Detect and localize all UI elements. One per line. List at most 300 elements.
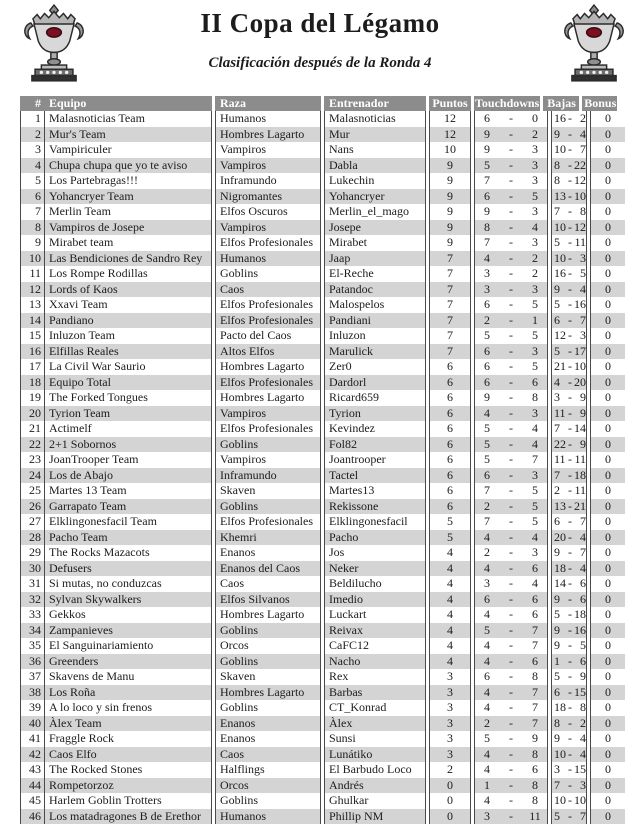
bonus-cell: 0 bbox=[605, 173, 611, 187]
td-separator: - bbox=[509, 157, 513, 172]
rank-cell: 32 bbox=[21, 592, 45, 608]
cell-group-entrenador bbox=[324, 669, 426, 685]
bonus-cell: 0 bbox=[605, 700, 611, 714]
touchdowns-cell bbox=[475, 390, 547, 406]
td-for-value: 5 bbox=[484, 421, 490, 435]
cas-against-value: 3 bbox=[580, 250, 586, 265]
cell-group-entrenador bbox=[324, 607, 426, 623]
table-row bbox=[20, 158, 626, 174]
casualties-cell bbox=[552, 514, 586, 530]
bonus-cell: 0 bbox=[605, 808, 611, 823]
td-separator: - bbox=[509, 359, 513, 373]
cell-group-touchdowns bbox=[474, 173, 548, 189]
race-cell: Pacto del Caos bbox=[220, 328, 292, 342]
td-against-value: 3 bbox=[532, 281, 538, 296]
td-separator: - bbox=[509, 731, 513, 745]
rank-cell: 1 bbox=[21, 111, 45, 127]
cell-group-bajas bbox=[551, 437, 587, 453]
cell-group-touchdowns bbox=[474, 142, 548, 158]
casualties-cell bbox=[552, 638, 586, 654]
td-separator: - bbox=[509, 297, 513, 311]
td-for-value: 5 bbox=[484, 622, 490, 637]
td-separator: - bbox=[509, 607, 513, 621]
coach-cell: Marulick bbox=[329, 343, 373, 358]
td-against-value: 3 bbox=[532, 545, 538, 559]
cas-separator: - bbox=[568, 715, 572, 730]
team-name-cell: Fraggle Rock bbox=[49, 731, 114, 745]
cell-group-puntos bbox=[429, 638, 471, 654]
cell-group-entrenador bbox=[324, 421, 426, 437]
rank-cell: 35 bbox=[21, 638, 45, 654]
cell-group-entrenador bbox=[324, 359, 426, 375]
casualties-cell bbox=[552, 499, 586, 515]
td-against-value: 7 bbox=[532, 638, 538, 652]
casualties-cell bbox=[552, 173, 586, 189]
rank-cell: 2 bbox=[21, 127, 45, 143]
touchdowns-cell bbox=[475, 530, 547, 546]
cell-group-bajas bbox=[551, 716, 587, 732]
table-row bbox=[20, 731, 626, 747]
team-name-cell: Los Roña bbox=[49, 684, 96, 699]
cell-group-raza bbox=[215, 762, 321, 778]
rank-cell: 19 bbox=[21, 390, 45, 406]
cell-group-bonus bbox=[590, 127, 625, 143]
bonus-cell: 0 bbox=[605, 157, 611, 172]
touchdowns-cell bbox=[475, 142, 547, 158]
coach-cell: Joantrooper bbox=[329, 452, 386, 466]
cell-group-bajas bbox=[551, 328, 587, 344]
cell-group-raza bbox=[215, 499, 321, 515]
cell-group-raza bbox=[215, 638, 321, 654]
cell-group-raza bbox=[215, 111, 321, 127]
coach-cell: Rekissone bbox=[329, 498, 379, 513]
cell-group-bonus bbox=[590, 235, 625, 251]
td-for-value: 6 bbox=[484, 359, 490, 373]
cell-group-rank-team bbox=[20, 282, 212, 298]
team-name-cell: Martes 13 Team bbox=[49, 483, 127, 497]
cas-separator: - bbox=[568, 250, 572, 265]
cas-against-value: 4 bbox=[580, 746, 586, 761]
cell-group-bonus bbox=[590, 468, 625, 484]
cell-group-rank-team bbox=[20, 576, 212, 592]
points-cell: 6 bbox=[447, 421, 453, 435]
casualties-cell bbox=[552, 158, 586, 174]
td-separator: - bbox=[509, 715, 513, 730]
cell-group-raza bbox=[215, 251, 321, 267]
td-against-value: 8 bbox=[532, 390, 538, 404]
points-cell: 3 bbox=[447, 731, 453, 745]
touchdowns-cell bbox=[475, 127, 547, 143]
race-cell: Goblins bbox=[220, 700, 259, 714]
cell-group-entrenador bbox=[324, 390, 426, 406]
cell-group-entrenador bbox=[324, 251, 426, 267]
cell-group-touchdowns bbox=[474, 514, 548, 530]
cell-group-rank-team bbox=[20, 235, 212, 251]
casualties-cell bbox=[552, 483, 586, 499]
td-against-value: 7 bbox=[532, 684, 538, 699]
cas-for-value: 5 bbox=[554, 235, 560, 249]
coach-cell: Pacho bbox=[329, 529, 359, 544]
points-cell: 12 bbox=[444, 126, 456, 141]
cas-separator: - bbox=[568, 266, 572, 280]
cell-group-raza bbox=[215, 530, 321, 546]
team-name-cell: Skavens de Manu bbox=[49, 669, 135, 683]
touchdowns-cell bbox=[475, 561, 547, 577]
cell-group-puntos bbox=[429, 576, 471, 592]
cas-separator: - bbox=[568, 235, 572, 249]
td-separator: - bbox=[509, 126, 513, 141]
bonus-cell: 0 bbox=[605, 126, 611, 141]
race-cell: Elfos Oscuros bbox=[220, 204, 288, 218]
rank-cell: 23 bbox=[21, 452, 45, 468]
td-for-value: 4 bbox=[484, 746, 490, 761]
table-row bbox=[20, 468, 626, 484]
td-against-value: 3 bbox=[532, 235, 538, 249]
race-cell: Inframundo bbox=[220, 173, 277, 187]
casualties-cell bbox=[552, 251, 586, 267]
cell-group-puntos bbox=[429, 545, 471, 561]
race-cell: Vampiros bbox=[220, 452, 266, 466]
td-against-value: 0 bbox=[532, 111, 538, 125]
col-header-rank: # bbox=[21, 96, 45, 111]
cas-against-value: 16 bbox=[574, 297, 586, 311]
td-separator: - bbox=[509, 545, 513, 559]
casualties-cell bbox=[552, 111, 586, 127]
cell-group-puntos bbox=[429, 793, 471, 809]
cell-group-bonus bbox=[590, 344, 625, 360]
bonus-cell: 0 bbox=[605, 359, 611, 373]
cell-group-puntos bbox=[429, 142, 471, 158]
bonus-cell: 0 bbox=[605, 142, 611, 156]
cell-group-touchdowns bbox=[474, 266, 548, 282]
touchdowns-cell bbox=[475, 173, 547, 189]
rank-cell: 22 bbox=[21, 437, 45, 453]
coach-cell: El Barbudo Loco bbox=[329, 762, 412, 776]
touchdowns-cell bbox=[475, 793, 547, 809]
cas-separator: - bbox=[568, 142, 572, 156]
td-separator: - bbox=[509, 188, 513, 203]
coach-cell: Dardorl bbox=[329, 374, 367, 389]
td-against-value: 4 bbox=[532, 576, 538, 590]
cell-group-bajas bbox=[551, 220, 587, 236]
touchdowns-cell bbox=[475, 716, 547, 732]
team-name-cell: Los Rompe Rodillas bbox=[49, 266, 148, 280]
cell-group-puntos bbox=[429, 731, 471, 747]
td-against-value: 3 bbox=[532, 343, 538, 358]
cell-group-bajas bbox=[551, 576, 587, 592]
cas-separator: - bbox=[568, 808, 572, 823]
rank-cell: 29 bbox=[21, 545, 45, 561]
table-row bbox=[20, 700, 626, 716]
cell-group-entrenador bbox=[324, 220, 426, 236]
col-header-bajas: Bajas bbox=[547, 96, 576, 110]
rank-cell: 18 bbox=[21, 375, 45, 391]
touchdowns-cell bbox=[475, 607, 547, 623]
race-cell: Elfos Profesionales bbox=[220, 514, 313, 528]
cas-separator: - bbox=[568, 467, 572, 482]
coach-cell: Kevindez bbox=[329, 421, 375, 435]
cell-group-raza bbox=[215, 623, 321, 639]
cell-group-puntos bbox=[429, 344, 471, 360]
team-name-cell: Mur's Team bbox=[49, 126, 106, 141]
cell-group-bajas bbox=[551, 809, 587, 825]
race-cell: Humanos bbox=[220, 808, 266, 823]
td-for-value: 3 bbox=[484, 808, 490, 823]
td-against-value: 5 bbox=[532, 514, 538, 528]
cas-for-value: 5 bbox=[554, 297, 560, 311]
td-for-value: 2 bbox=[484, 545, 490, 559]
casualties-cell bbox=[552, 344, 586, 360]
cell-group-raza bbox=[215, 406, 321, 422]
team-name-cell: Inluzon Team bbox=[49, 328, 115, 342]
bonus-cell: 0 bbox=[605, 607, 611, 621]
points-cell: 3 bbox=[447, 715, 453, 730]
cas-for-value: 11 bbox=[554, 405, 566, 420]
page-title: II Copa del Légamo bbox=[200, 8, 440, 38]
touchdowns-cell bbox=[475, 685, 547, 701]
td-separator: - bbox=[509, 374, 513, 389]
casualties-cell bbox=[552, 561, 586, 577]
rank-cell: 28 bbox=[21, 530, 45, 546]
cas-separator: - bbox=[568, 638, 572, 652]
cas-against-value: 12 bbox=[574, 219, 586, 234]
touchdowns-cell bbox=[475, 762, 547, 778]
cell-group-raza bbox=[215, 390, 321, 406]
casualties-cell bbox=[552, 127, 586, 143]
cell-group-bonus bbox=[590, 282, 625, 298]
header-group-rank-team bbox=[20, 96, 212, 111]
rank-cell: 33 bbox=[21, 607, 45, 623]
cell-group-bonus bbox=[590, 731, 625, 747]
cell-group-raza bbox=[215, 545, 321, 561]
coach-cell: Tactel bbox=[329, 467, 359, 482]
cell-group-bonus bbox=[590, 251, 625, 267]
casualties-cell bbox=[552, 623, 586, 639]
cell-group-rank-team bbox=[20, 251, 212, 267]
cas-separator: - bbox=[568, 576, 572, 590]
col-header-raza: Raza bbox=[220, 96, 246, 110]
points-cell: 3 bbox=[447, 669, 453, 683]
td-for-value: 6 bbox=[484, 343, 490, 358]
casualties-cell bbox=[552, 220, 586, 236]
cell-group-bonus bbox=[590, 685, 625, 701]
td-against-value: 3 bbox=[532, 204, 538, 218]
cas-separator: - bbox=[568, 622, 572, 637]
race-cell: Enanos bbox=[220, 731, 256, 745]
coach-cell: Jaap bbox=[329, 250, 351, 265]
rank-cell: 12 bbox=[21, 282, 45, 298]
bonus-cell: 0 bbox=[605, 591, 611, 606]
bonus-cell: 0 bbox=[605, 498, 611, 513]
coach-cell: Phillip NM bbox=[329, 808, 384, 823]
cell-group-puntos bbox=[429, 468, 471, 484]
td-against-value: 8 bbox=[532, 746, 538, 761]
touchdowns-cell bbox=[475, 375, 547, 391]
td-separator: - bbox=[509, 452, 513, 466]
table-row bbox=[20, 685, 626, 701]
cell-group-rank-team bbox=[20, 297, 212, 313]
table-row bbox=[20, 328, 626, 344]
cas-separator: - bbox=[568, 529, 572, 544]
td-for-value: 6 bbox=[484, 669, 490, 683]
table-row bbox=[20, 747, 626, 763]
coach-cell: Jos bbox=[329, 545, 345, 559]
cell-group-bonus bbox=[590, 576, 625, 592]
coach-cell: Malospelos bbox=[329, 297, 385, 311]
cell-group-bajas bbox=[551, 545, 587, 561]
points-cell: 6 bbox=[447, 374, 453, 389]
bonus-cell: 0 bbox=[605, 343, 611, 358]
td-separator: - bbox=[509, 529, 513, 544]
coach-cell: Neker bbox=[329, 560, 359, 575]
cell-group-entrenador bbox=[324, 778, 426, 794]
cas-against-value: 3 bbox=[580, 777, 586, 792]
race-cell: Orcos bbox=[220, 777, 249, 792]
cas-against-value: 7 bbox=[580, 808, 586, 823]
cell-group-raza bbox=[215, 716, 321, 732]
cell-group-bonus bbox=[590, 204, 625, 220]
td-separator: - bbox=[509, 808, 513, 823]
cell-group-bajas bbox=[551, 762, 587, 778]
coach-cell: Fol82 bbox=[329, 436, 358, 451]
table-row bbox=[20, 142, 626, 158]
team-name-cell: Pacho Team bbox=[49, 529, 108, 544]
rank-cell: 9 bbox=[21, 235, 45, 251]
cell-group-entrenador bbox=[324, 437, 426, 453]
team-name-cell: Vampiriculer bbox=[49, 142, 112, 156]
cell-group-bajas bbox=[551, 530, 587, 546]
cell-group-entrenador bbox=[324, 344, 426, 360]
cas-against-value: 6 bbox=[580, 653, 586, 668]
cas-for-value: 10 bbox=[554, 250, 566, 265]
cell-group-touchdowns bbox=[474, 716, 548, 732]
cell-group-raza bbox=[215, 452, 321, 468]
points-cell: 6 bbox=[447, 436, 453, 451]
points-cell: 9 bbox=[447, 188, 453, 203]
rank-cell: 16 bbox=[21, 344, 45, 360]
cell-group-bajas bbox=[551, 561, 587, 577]
cell-group-puntos bbox=[429, 452, 471, 468]
td-against-value: 9 bbox=[532, 731, 538, 745]
coach-cell: Reivax bbox=[329, 622, 363, 637]
cell-group-bonus bbox=[590, 158, 625, 174]
td-against-value: 8 bbox=[532, 793, 538, 807]
cell-group-raza bbox=[215, 142, 321, 158]
cell-group-bonus bbox=[590, 623, 625, 639]
td-separator: - bbox=[509, 204, 513, 218]
page-subtitle: Clasificación después de la Ronda 4 bbox=[208, 55, 432, 71]
cas-separator: - bbox=[568, 653, 572, 668]
td-against-value: 4 bbox=[532, 219, 538, 234]
cell-group-puntos bbox=[429, 297, 471, 313]
race-cell: Goblins bbox=[220, 498, 259, 513]
cell-group-raza bbox=[215, 297, 321, 313]
rank-cell: 25 bbox=[21, 483, 45, 499]
race-cell: Elfos Profesionales bbox=[220, 297, 313, 311]
td-separator: - bbox=[509, 235, 513, 249]
cell-group-rank-team bbox=[20, 468, 212, 484]
cas-separator: - bbox=[568, 591, 572, 606]
table-row bbox=[20, 514, 626, 530]
td-separator: - bbox=[509, 514, 513, 528]
cas-for-value: 9 bbox=[554, 622, 560, 637]
cas-against-value: 17 bbox=[574, 343, 586, 358]
rank-cell: 5 bbox=[21, 173, 45, 189]
cell-group-raza bbox=[215, 468, 321, 484]
table-row bbox=[20, 809, 626, 825]
casualties-cell bbox=[552, 685, 586, 701]
td-for-value: 1 bbox=[484, 777, 490, 792]
casualties-cell bbox=[552, 607, 586, 623]
bonus-cell: 0 bbox=[605, 560, 611, 575]
cell-group-raza bbox=[215, 700, 321, 716]
cas-separator: - bbox=[568, 498, 572, 513]
cas-separator: - bbox=[568, 560, 572, 575]
coach-cell: Dabla bbox=[329, 157, 358, 172]
coach-cell: Àlex bbox=[329, 715, 353, 730]
points-cell: 6 bbox=[447, 390, 453, 404]
cell-group-bajas bbox=[551, 204, 587, 220]
casualties-cell bbox=[552, 297, 586, 313]
touchdowns-cell bbox=[475, 483, 547, 499]
touchdowns-cell bbox=[475, 313, 547, 329]
cell-group-puntos bbox=[429, 592, 471, 608]
cas-for-value: 13 bbox=[554, 188, 566, 203]
cell-group-raza bbox=[215, 483, 321, 499]
rank-cell: 11 bbox=[21, 266, 45, 282]
cell-group-bonus bbox=[590, 483, 625, 499]
cell-group-touchdowns bbox=[474, 623, 548, 639]
table-row bbox=[20, 499, 626, 515]
cell-group-bajas bbox=[551, 173, 587, 189]
casualties-cell bbox=[552, 282, 586, 298]
cas-separator: - bbox=[568, 405, 572, 420]
cell-group-rank-team bbox=[20, 189, 212, 205]
cell-group-puntos bbox=[429, 421, 471, 437]
table-row bbox=[20, 623, 626, 639]
bonus-cell: 0 bbox=[605, 405, 611, 420]
cell-group-bonus bbox=[590, 809, 625, 825]
td-against-value: 1 bbox=[532, 312, 538, 327]
cas-against-value: 18 bbox=[574, 607, 586, 621]
points-cell: 4 bbox=[447, 607, 453, 621]
cell-group-rank-team bbox=[20, 328, 212, 344]
cell-group-entrenador bbox=[324, 127, 426, 143]
cell-group-puntos bbox=[429, 390, 471, 406]
cell-group-bonus bbox=[590, 313, 625, 329]
cell-group-puntos bbox=[429, 561, 471, 577]
cell-group-rank-team bbox=[20, 266, 212, 282]
td-against-value: 4 bbox=[532, 529, 538, 544]
race-cell: Skaven bbox=[220, 669, 256, 683]
points-cell: 0 bbox=[447, 793, 453, 807]
td-for-value: 6 bbox=[484, 297, 490, 311]
cas-against-value: 11 bbox=[574, 235, 586, 249]
cell-group-rank-team bbox=[20, 111, 212, 127]
rank-cell: 20 bbox=[21, 406, 45, 422]
points-cell: 7 bbox=[447, 250, 453, 265]
cell-group-rank-team bbox=[20, 592, 212, 608]
cell-group-rank-team bbox=[20, 716, 212, 732]
touchdowns-cell bbox=[475, 514, 547, 530]
team-name-cell: Malasnoticias Team bbox=[49, 111, 145, 125]
table-row bbox=[20, 235, 626, 251]
cas-for-value: 9 bbox=[554, 638, 560, 652]
td-for-value: 2 bbox=[484, 498, 490, 513]
cell-group-touchdowns bbox=[474, 437, 548, 453]
td-separator: - bbox=[509, 467, 513, 482]
cell-group-touchdowns bbox=[474, 607, 548, 623]
